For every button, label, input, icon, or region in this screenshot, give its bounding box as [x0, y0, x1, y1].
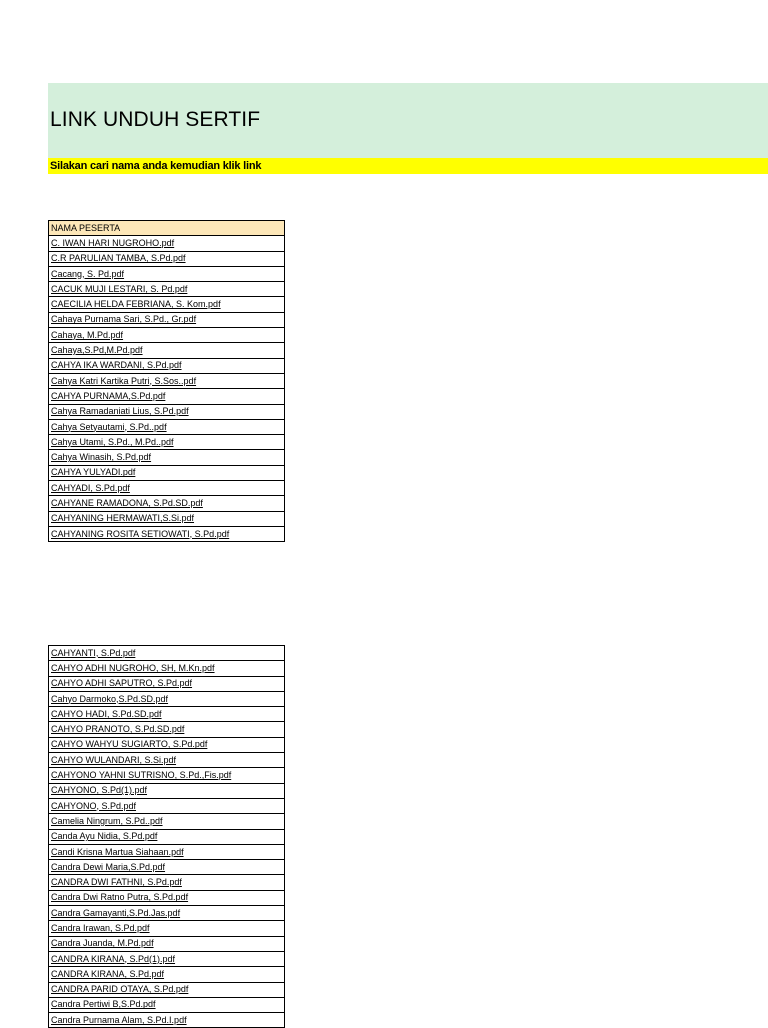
table-row	[49, 936, 285, 951]
table-row	[49, 707, 285, 722]
name-cell	[49, 435, 285, 450]
pdf-link[interactable]: CAHYA YULYADI.pdf	[51, 467, 136, 478]
pdf-link[interactable]: CAHYADI, S.Pd.pdf	[51, 482, 130, 493]
pdf-link[interactable]: C.R PARULIAN TAMBA, S.Pd.pdf	[51, 253, 186, 264]
pdf-link[interactable]: Cahya Katri Kartika Putri, S.Sos..pdf	[51, 375, 197, 386]
pdf-link[interactable]: Candra Irawan, S.Pd.pdf	[51, 922, 150, 933]
table-row	[49, 435, 285, 450]
name-cell	[49, 844, 285, 859]
pdf-link[interactable]: Cahya Setyautami, S.Pd..pdf	[51, 421, 167, 432]
name-cell	[49, 936, 285, 951]
table-row	[49, 404, 285, 419]
name-cell	[49, 707, 285, 722]
table-row	[49, 1013, 285, 1028]
pdf-link[interactable]: CAHYO PRANOTO, S.Pd.SD.pdf	[51, 724, 185, 735]
pdf-link[interactable]: CAHYANING ROSITA SETIOWATI, S.Pd.pdf	[51, 528, 230, 539]
table-row	[49, 343, 285, 358]
instruction-text: Silakan cari nama anda kemudian klik link	[50, 160, 262, 172]
pdf-link[interactable]: CAHYONO, S.Pd.pdf	[51, 800, 137, 811]
pdf-link[interactable]: CAHYONO, S.Pd(1).pdf	[51, 785, 148, 796]
name-cell	[49, 251, 285, 266]
pdf-link[interactable]: Cahya Winasih, S.Pd.pdf	[51, 452, 152, 463]
pdf-link[interactable]: CAHYA PURNAMA,S.Pd.pdf	[51, 390, 166, 401]
table-row	[49, 312, 285, 327]
table-row	[49, 753, 285, 768]
pdf-link[interactable]: Canda Ayu Nidia, S.Pd.pdf	[51, 831, 158, 842]
pdf-link[interactable]: Cacang, S. Pd.pdf	[51, 268, 125, 279]
table-row	[49, 373, 285, 388]
table-row	[49, 737, 285, 752]
table-row	[49, 890, 285, 905]
table-row	[49, 768, 285, 783]
table-row	[49, 282, 285, 297]
participant-table-2	[48, 645, 285, 1028]
name-cell	[49, 997, 285, 1012]
pdf-link[interactable]: CAHYO WULANDARI, S.Si.pdf	[51, 754, 177, 765]
table-row	[49, 982, 285, 997]
pdf-link[interactable]: Candra Gamayanti,S.Pd.Jas.pdf	[51, 907, 181, 918]
name-cell	[49, 860, 285, 875]
pdf-link[interactable]: C. IWAN HARI NUGROHO.pdf	[51, 237, 175, 248]
name-cell	[49, 951, 285, 966]
table-row	[49, 389, 285, 404]
name-cell	[49, 450, 285, 465]
page-title: LINK UNDUH SERTIF	[50, 108, 261, 131]
table-row	[49, 921, 285, 936]
table-row	[49, 328, 285, 343]
pdf-link[interactable]: Candra Dwi Ratno Putra, S.Pd.pdf	[51, 892, 189, 903]
table-row	[49, 236, 285, 251]
name-cell	[49, 236, 285, 251]
table-row	[49, 722, 285, 737]
table-row	[49, 906, 285, 921]
pdf-link[interactable]: CANDRA DWI FATHNI, S.Pd.pdf	[51, 877, 182, 888]
name-cell	[49, 921, 285, 936]
pdf-link[interactable]: CAECILIA HELDA FEBRIANA, S. Kom.pdf	[51, 299, 221, 310]
name-cell	[49, 798, 285, 813]
name-cell	[49, 814, 285, 829]
name-cell	[49, 661, 285, 676]
table-row	[49, 661, 285, 676]
pdf-link[interactable]: Cahya Utami, S.Pd., M.Pd..pdf	[51, 436, 174, 447]
pdf-link[interactable]: CAHYO HADI, S.Pd.SD.pdf	[51, 708, 162, 719]
name-cell	[49, 982, 285, 997]
pdf-link[interactable]: CANDRA PARID OTAYA, S.Pd.pdf	[51, 984, 189, 995]
name-cell	[49, 481, 285, 496]
table-row	[49, 951, 285, 966]
name-cell	[49, 297, 285, 312]
pdf-link[interactable]: Candi Krisna Martua Siahaan.pdf	[51, 846, 184, 857]
name-cell	[49, 282, 285, 297]
name-cell	[49, 358, 285, 373]
table-row	[49, 251, 285, 266]
table-row	[49, 358, 285, 373]
table-row	[49, 496, 285, 511]
name-cell	[49, 312, 285, 327]
table-row	[49, 676, 285, 691]
pdf-link[interactable]: CAHYANE RAMADONA, S.Pd.SD.pdf	[51, 497, 203, 508]
pdf-link[interactable]: Camelia Ningrum, S.Pd..pdf	[51, 815, 163, 826]
name-cell	[49, 511, 285, 526]
name-cell	[49, 829, 285, 844]
table-row	[49, 875, 285, 890]
table-row	[49, 829, 285, 844]
table-row	[49, 814, 285, 829]
name-cell	[49, 465, 285, 480]
name-cell	[49, 967, 285, 982]
pdf-link[interactable]: Cahyo Darmoko,S.Pd.SD.pdf	[51, 693, 169, 704]
name-cell	[49, 373, 285, 388]
name-cell	[49, 691, 285, 706]
pdf-link[interactable]: Cahaya Purnama Sari, S.Pd., Gr.pdf	[51, 314, 197, 325]
table-row	[49, 450, 285, 465]
name-cell	[49, 646, 285, 661]
name-cell	[49, 343, 285, 358]
table-row	[49, 481, 285, 496]
pdf-link[interactable]: Candra Juanda, M.Pd.pdf	[51, 938, 154, 949]
pdf-link[interactable]: CANDRA KIRANA, S.Pd.pdf	[51, 968, 165, 979]
table-row	[49, 997, 285, 1012]
name-cell	[49, 1013, 285, 1028]
pdf-link[interactable]: Candra Purnama Alam, S.Pd.I.pdf	[51, 1014, 187, 1025]
table-row	[49, 844, 285, 859]
pdf-link[interactable]: CAHYA IKA WARDANI, S.Pd.pdf	[51, 360, 182, 371]
pdf-link[interactable]: CAHYO WAHYU SUGIARTO, S.Pd.pdf	[51, 739, 208, 750]
table-row	[49, 419, 285, 434]
pdf-link[interactable]: CAHYONO YAHNI SUTRISNO, S.Pd.,Fis.pdf	[51, 770, 232, 781]
pdf-link[interactable]: CAHYANING HERMAWATI,S.Si.pdf	[51, 513, 195, 524]
pdf-link[interactable]: CAHYO ADHI NUGROHO, SH, M.Kn.pdf	[51, 662, 215, 673]
participant-table-1	[48, 220, 285, 542]
table-header-row	[49, 221, 285, 236]
name-cell	[49, 496, 285, 511]
name-cell	[49, 328, 285, 343]
pdf-link[interactable]: Cahya Ramadaniati Lius, S.Pd.pdf	[51, 406, 189, 417]
name-cell	[49, 753, 285, 768]
name-cell	[49, 768, 285, 783]
pdf-link[interactable]: Cahaya,S.Pd,M.Pd.pdf	[51, 345, 143, 356]
table-row	[49, 691, 285, 706]
table-row	[49, 967, 285, 982]
name-cell	[49, 404, 285, 419]
table-row	[49, 783, 285, 798]
pdf-link[interactable]: CAHYANTI, S.Pd.pdf	[51, 647, 136, 658]
name-cell	[49, 783, 285, 798]
name-cell	[49, 419, 285, 434]
name-cell	[49, 722, 285, 737]
name-cell	[49, 890, 285, 905]
name-cell	[49, 875, 285, 890]
name-cell	[49, 266, 285, 281]
table-row	[49, 465, 285, 480]
table-row	[49, 526, 285, 541]
name-cell	[49, 389, 285, 404]
table-row	[49, 266, 285, 281]
table-row	[49, 798, 285, 813]
table-row	[49, 511, 285, 526]
name-cell	[49, 526, 285, 541]
name-cell	[49, 906, 285, 921]
pdf-link[interactable]: Cahaya, M.Pd.pdf	[51, 329, 124, 340]
pdf-link[interactable]: CACUK MUJI LESTARI, S. Pd.pdf	[51, 283, 188, 294]
table-row	[49, 297, 285, 312]
table-row	[49, 860, 285, 875]
column-header-nama-peserta: NAMA PESERTA	[49, 221, 285, 236]
pdf-link[interactable]: CANDRA KIRANA, S.Pd(1).pdf	[51, 953, 176, 964]
table-row	[49, 646, 285, 661]
name-cell	[49, 676, 285, 691]
pdf-link[interactable]: Candra Dewi Maria,S.Pd.pdf	[51, 861, 166, 872]
name-cell	[49, 737, 285, 752]
pdf-link[interactable]: CAHYO ADHI SAPUTRO, S.Pd.pdf	[51, 678, 193, 689]
pdf-link[interactable]: Candra Pertiwi B,S.Pd.pdf	[51, 999, 156, 1010]
